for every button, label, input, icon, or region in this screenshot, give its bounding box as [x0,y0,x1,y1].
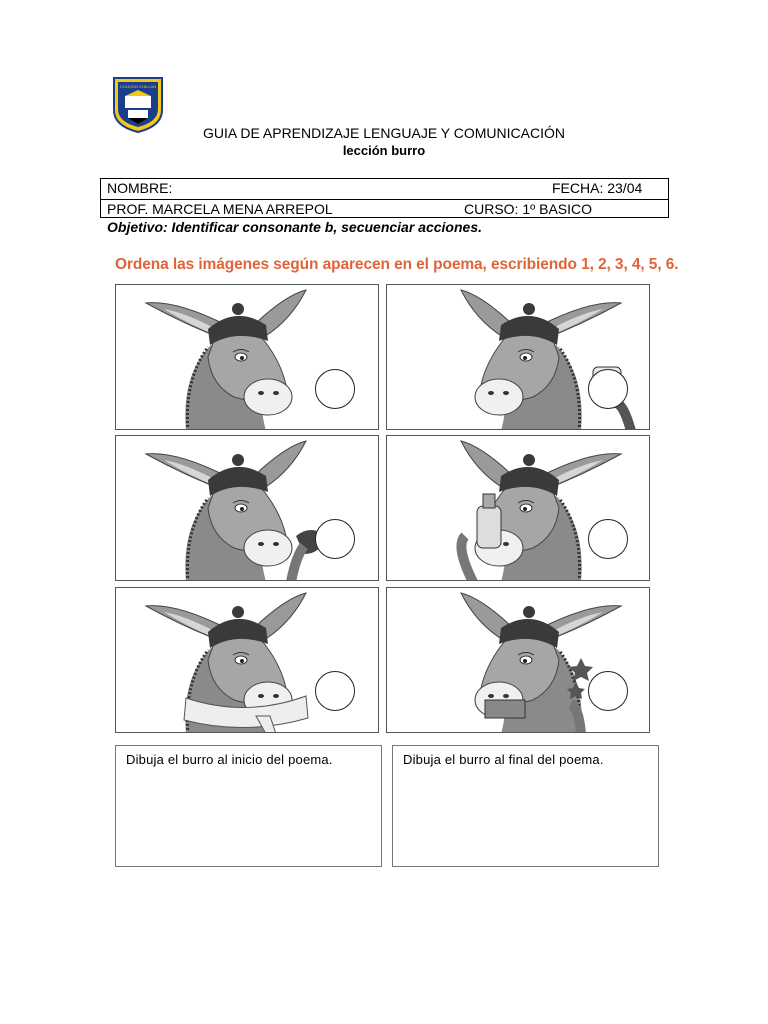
order-number-circle[interactable] [315,519,355,559]
illustration-panel-6 [386,587,650,733]
illustration-panel-2 [386,284,650,430]
illustration-panel-1 [115,284,379,430]
order-number-circle[interactable] [315,671,355,711]
draw-start-label: Dibuja el burro al inicio del poema. [126,752,333,767]
donkey-illustration [387,588,650,733]
order-number-circle[interactable] [588,369,628,409]
draw-end-box[interactable] [392,745,659,867]
objective-text: Objetivo: Identificar consonante b, secuenciar acciones. [107,219,482,235]
instruction-text: Ordena las imágenes según aparecen en el poema, escribiendo 1, 2, 3, 4, 5, 6. [115,256,679,273]
course-label: CURSO: 1º BASICO [464,201,593,217]
teacher-row [101,199,668,219]
draw-start-box[interactable] [115,745,382,867]
illustration-panel-3 [115,435,379,581]
donkey-illustration [387,436,650,581]
order-number-circle[interactable] [588,671,628,711]
draw-end-label: Dibuja el burro al final del poema. [403,752,604,767]
document-subtitle: lección burro [342,143,426,158]
donkey-illustration [116,588,379,733]
name-label[interactable]: NOMBRE: [107,180,173,196]
logo-text: COLEGIO CHILLAN [119,84,157,89]
illustration-panel-4 [386,435,650,581]
order-number-circle[interactable] [315,369,355,409]
illustration-panel-5 [115,587,379,733]
name-row [101,179,668,199]
order-number-circle[interactable] [588,519,628,559]
document-title: GUIA DE APRENDIZAJE LENGUAJE Y COMUNICACIÓN [202,125,565,141]
student-info-table [100,178,669,218]
donkey-illustration [116,436,379,581]
teacher-label: PROF. MARCELA MENA ARREPOL [107,201,333,217]
date-label: FECHA: 23/04 [552,180,643,196]
